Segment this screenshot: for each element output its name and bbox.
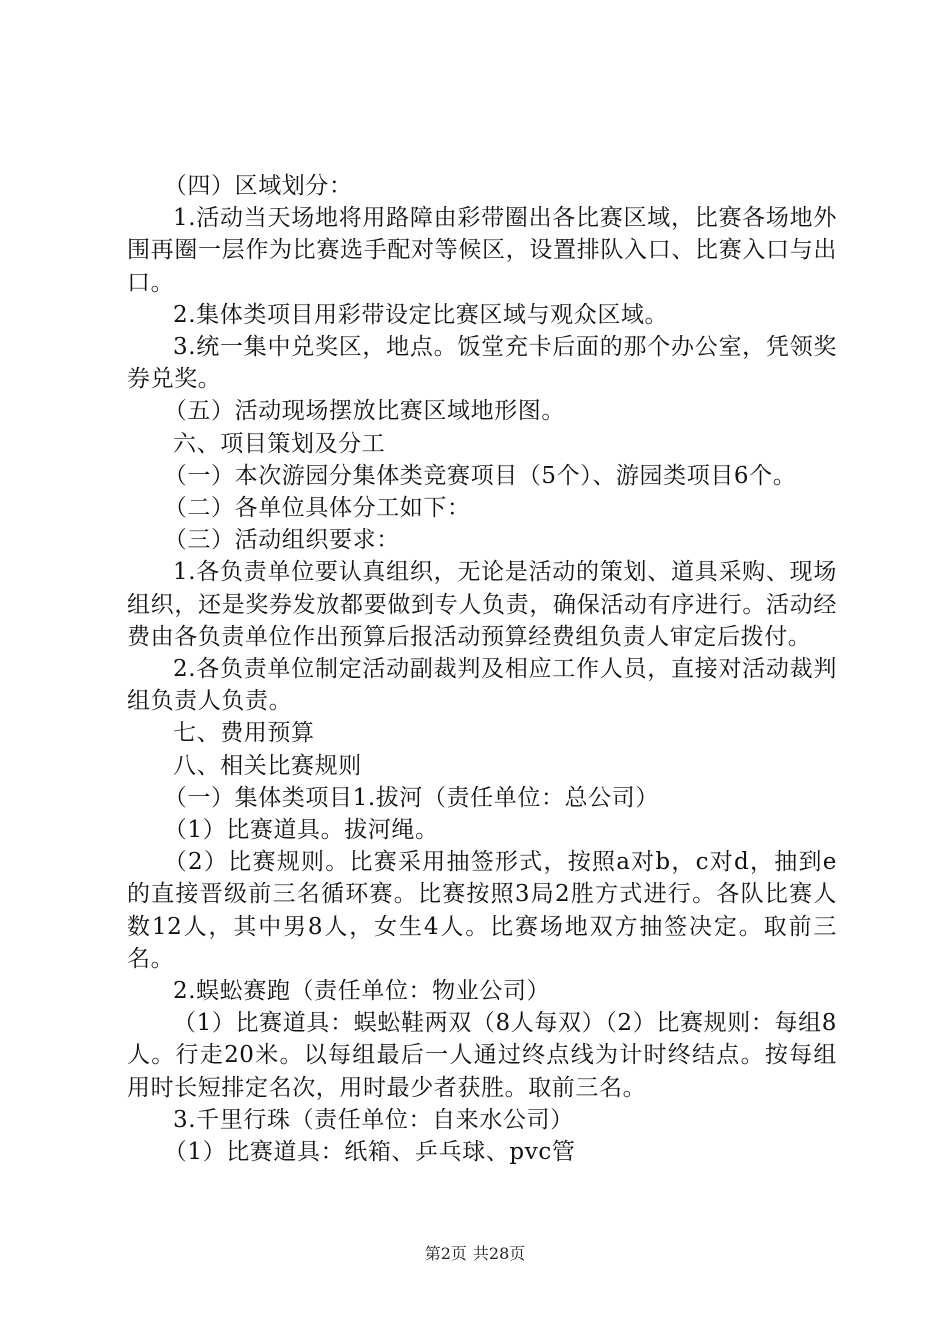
section-heading-requirements: （三）活动组织要求： bbox=[163, 527, 400, 554]
paragraph-requirement-2: 2.各负责单位制定活动副裁判及相应工作人员，直接对活动裁判组负责人负责。 bbox=[127, 656, 837, 715]
paragraph-ball-relay-props: （1）比赛道具：纸箱、乒乓球、pvc管 bbox=[163, 1139, 576, 1166]
paragraph-tug-of-war: （一）集体类项目1.拔河（责任单位：总公司） bbox=[163, 784, 659, 811]
section-heading-zone-division: （四）区域划分： bbox=[163, 173, 353, 199]
page-total: 共28页 bbox=[472, 1244, 526, 1263]
page-number: 第2页 bbox=[424, 1244, 467, 1263]
paragraph-centipede-race: 2.蜈蚣赛跑（责任单位：物业公司） bbox=[173, 978, 551, 1005]
section-heading-planning: 六、项目策划及分工 bbox=[173, 430, 386, 457]
section-heading-rules: 八、相关比赛规则 bbox=[173, 752, 362, 779]
section-heading-division-of-work: （二）各单位具体分工如下： bbox=[163, 495, 471, 522]
section-heading-budget: 七、费用预算 bbox=[173, 720, 315, 747]
paragraph-prize-area: 3.统一集中兑奖区，地点。饭堂充卡后面的那个办公室，凭领奖券兑奖。 bbox=[127, 334, 837, 393]
page-footer bbox=[0, 1244, 950, 1264]
paragraph-project-count: （一）本次游园分集体类竞赛项目（5个）、游园类项目6个。 bbox=[163, 462, 797, 489]
document-body bbox=[127, 170, 837, 1168]
paragraph-centipede-race-rules: （1）比赛道具：蜈蚣鞋两双（8人每双）（2）比赛规则：每组8人。行走20米。以每组最后一人通过终点线为计时终结点。按每组用时长短排定名次，用时最少者获胜。取前三名。 bbox=[127, 1010, 837, 1101]
paragraph-group-area: 2.集体类项目用彩带设定比赛区域与观众区域。 bbox=[173, 301, 669, 328]
paragraph-requirement-1: 1.各负责单位要认真组织，无论是活动的策划、道具采购、现场组织，还是奖券发放都要做到专人负责，确保活动有序进行。活动经费由各负责单位作出预算后报活动预算经费组负责人审定后拨付。 bbox=[127, 559, 837, 650]
paragraph-tug-of-war-props: （1）比赛道具。拔河绳。 bbox=[163, 817, 439, 844]
paragraph-zone-barriers: 1.活动当天场地将用路障由彩带圈出各比赛区域，比赛各场地外围再圈一层作为比赛选手配对等候区，设置排队入口、比赛入口与出口。 bbox=[127, 205, 837, 296]
paragraph-ball-relay: 3.千里行珠（责任单位：自来水公司） bbox=[173, 1106, 574, 1133]
paragraph-tug-of-war-rules: （2）比赛规则。比赛采用抽签形式，按照a对b，c对d，抽到e的直接晋级前三名循环赛。比赛按照3局2胜方式进行。各队比赛人数12人，其中男8人，女生4人。比赛场地双方抽签决定。取前三名。 bbox=[127, 849, 837, 972]
section-heading-site-map: （五）活动现场摆放比赛区域地形图。 bbox=[163, 398, 565, 425]
